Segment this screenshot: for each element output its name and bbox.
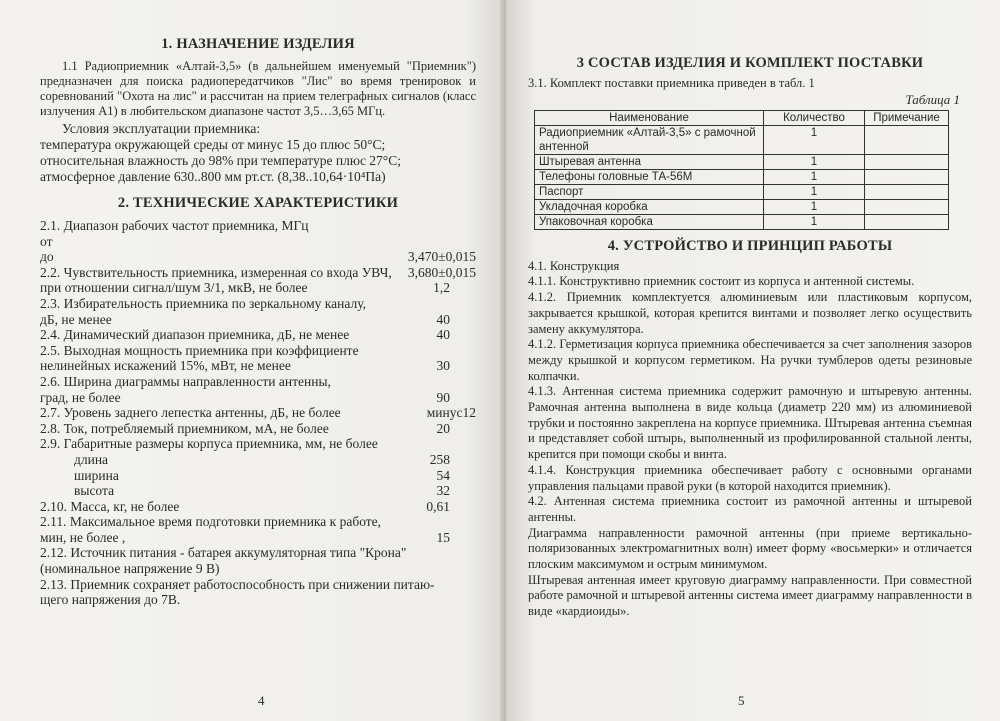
table-cell-quantity: 1 bbox=[764, 199, 865, 214]
spec-row bbox=[40, 280, 476, 296]
spec-row bbox=[40, 514, 476, 530]
spec-label: град, не более bbox=[40, 389, 121, 405]
table-cell-name: Укладочная коробка bbox=[535, 199, 764, 214]
column-header-note: Примечание bbox=[865, 110, 949, 125]
spec-row bbox=[40, 390, 476, 406]
table-cell-quantity: 1 bbox=[764, 184, 865, 199]
spec-row bbox=[40, 545, 476, 561]
spec-value: 40 bbox=[436, 327, 450, 343]
spec-label: нелинейных искажений 15%, мВт, не менее bbox=[40, 358, 291, 374]
condition-humidity: относительная влажность до 98% при температуре плюс 27°С; bbox=[40, 153, 401, 168]
spec-value: 90 bbox=[436, 389, 450, 405]
spec-row bbox=[40, 452, 476, 468]
section4-heading: 4. УСТРОЙСТВО И ПРИНЦИП РАБОТЫ bbox=[607, 237, 893, 254]
page-number-right: 5 bbox=[738, 693, 745, 708]
section1-paragraph: 1.1 Радиоприемник «Алтай-3,5» (в дальнейшем именуемый "Приемник") предназначен для поиска радиопередатчиков "Лис" во время тренировок и соревнований "Охота на лис" и рассчитан на прием телеграфных сигналов (класс излучения А1) в любительском диапазоне частот 3,5…3,65 МГц. bbox=[40, 59, 476, 118]
spec-value: 258 bbox=[429, 451, 450, 467]
spec-row bbox=[40, 592, 476, 608]
spec-label: 2.11. Максимальное время подготовки приемника к работе, bbox=[40, 514, 382, 530]
paragraph-4-1-4: 4.1.4. Конструкция приемника обеспечивает работу с основными органами управления пальцами правой руки (в которой находится приемник). bbox=[528, 462, 972, 493]
paragraph-4-1-2a: 4.1.2. Приемник комплектуется алюминиевым или пластиковым корпусом, закрывается крышкой, которая крепится винтами и позволяет легко осуществить замену аккумулятора. bbox=[528, 290, 972, 336]
spec-label: дБ, не менее bbox=[40, 311, 112, 327]
spec-label: 2.9. Габаритные размеры корпуса приемника, мм, не более bbox=[40, 436, 378, 452]
condition-temperature: температура окружающей среды от минус 15 до плюс 50°С; bbox=[40, 137, 386, 152]
spec-row bbox=[40, 327, 476, 343]
table-cell-note bbox=[865, 125, 949, 154]
spec-row bbox=[40, 436, 476, 452]
table-row bbox=[535, 169, 949, 184]
spec-value: минус12 bbox=[426, 405, 476, 421]
table-caption: Таблица 1 bbox=[905, 91, 960, 107]
spec-row bbox=[40, 561, 476, 577]
table-cell-note bbox=[865, 154, 949, 169]
spec-row bbox=[40, 343, 476, 359]
spec-label: 2.7. Уровень заднего лепестка антенны, дБ, не более bbox=[40, 405, 341, 421]
table-row bbox=[535, 214, 949, 229]
spec-label: длина bbox=[74, 451, 109, 467]
spec-label: 2.13. Приемник сохраняет работоспособность при снижении питаю- bbox=[40, 576, 435, 592]
page-number-left: 4 bbox=[258, 693, 265, 708]
paragraph-4-2: 4.2. Антенная система приемника состоит из рамочной антенны и штыревой антенны. bbox=[528, 494, 972, 524]
column-header-quantity: Количество bbox=[764, 110, 865, 125]
spec-row bbox=[40, 421, 476, 437]
spec-row bbox=[40, 374, 476, 390]
spec-row bbox=[40, 577, 476, 593]
section3-intro: 3.1. Комплект поставки приемника приведен в табл. 1 bbox=[528, 76, 815, 90]
spec-label: при отношении сигнал/шум 3/1, мкВ, не более bbox=[40, 280, 308, 296]
table-cell-note bbox=[865, 184, 949, 199]
table-row bbox=[535, 199, 949, 214]
table-cell-note bbox=[865, 214, 949, 229]
spec-label: щего напряжения до 7В. bbox=[40, 592, 181, 608]
spec-value: 40 bbox=[436, 311, 450, 327]
spec-value: 54 bbox=[436, 467, 450, 483]
spec-value: 15 bbox=[436, 529, 450, 545]
paragraph-4-1-3: 4.1.3. Антенная система приемника содержит рамочную и штыревую антенны. Рамочная антенна выполнена в виде кольца (диаметр 220 мм) из алюминиевой трубки и постоянно закреплена на корпусе приемника. Штыревая антенна съемная и представляет собой штырь, выполненный из профилированной стальной ленты, крепится при помощи скобы и винта. bbox=[528, 384, 972, 462]
spec-label: 2.5. Выходная мощность приемника при коэффициенте bbox=[40, 342, 359, 358]
spec-row bbox=[40, 218, 476, 234]
spec-row bbox=[40, 234, 476, 250]
spec-value: 20 bbox=[436, 420, 450, 436]
paragraph-4-1-1: 4.1.1. Конструктивно приемник состоит из корпуса и антенной системы. bbox=[528, 274, 915, 289]
spec-row bbox=[40, 312, 476, 328]
spec-row bbox=[40, 499, 476, 515]
spec-row bbox=[40, 249, 476, 265]
table-cell-note bbox=[865, 169, 949, 184]
table-cell-quantity: 1 bbox=[764, 125, 865, 154]
right-page bbox=[506, 0, 1000, 721]
spec-label: 2.3. Избирательность приемника по зеркальному каналу, bbox=[40, 295, 366, 311]
table-cell-name: Паспорт bbox=[535, 184, 764, 199]
table-row bbox=[535, 184, 949, 199]
spec-label: 2.8. Ток, потребляемый приемником, мА, не более bbox=[40, 420, 329, 436]
paragraph-4-2-pattern-whip: Штыревая антенная имеет круговую диаграмму направленности. При совместной работе рамочной и штыревой антенны система имеет диаграмму направленности в виде «кардиоиды». bbox=[528, 572, 972, 619]
spec-value: 32 bbox=[436, 483, 450, 499]
table-header-row bbox=[535, 110, 949, 125]
spec-value: 1,2 bbox=[433, 280, 450, 296]
spec-row bbox=[40, 405, 476, 421]
table-cell-note bbox=[865, 199, 949, 214]
spec-row bbox=[40, 296, 476, 312]
table-cell-name: Упаковочная коробка bbox=[535, 214, 764, 229]
table-cell-quantity: 1 bbox=[764, 214, 865, 229]
table-cell-name: Телефоны головные ТА-56М bbox=[535, 169, 764, 184]
spec-label: 2.2. Чувствительность приемника, измеренная со входа УВЧ, bbox=[40, 264, 392, 280]
section2-heading: 2. ТЕХНИЧЕСКИЕ ХАРАКТЕРИСТИКИ bbox=[117, 195, 399, 211]
spec-row bbox=[40, 530, 476, 546]
paragraph-4-1-2b: 4.1.2. Герметизация корпуса приемника обеспечивается за счет заполнения зазоров между крышкой и корпусом герметиком. На ручки тумблеров одеты резиновые колпачки. bbox=[528, 337, 972, 383]
spec-label: от bbox=[40, 233, 53, 249]
spec-value: 3,470±0,015 bbox=[407, 249, 476, 265]
spec-label: 2.1. Диапазон рабочих частот приемника, МГц bbox=[40, 218, 309, 233]
spec-label: 2.4. Динамический диапазон приемника, дБ, не менее bbox=[40, 327, 350, 343]
spec-label: 2.12. Источник питания - батарея аккумуляторная типа "Крона" bbox=[40, 545, 407, 561]
spec-label: (номинальное напряжение 9 В) bbox=[40, 561, 220, 577]
spec-value: 3,680±0,015 bbox=[407, 264, 476, 280]
spec-label: до bbox=[40, 249, 54, 265]
spec-label: мин, не более , bbox=[40, 529, 126, 545]
paragraph-4-1: 4.1. Конструкция bbox=[528, 258, 620, 273]
spec-label: 2.10. Масса, кг, не более bbox=[40, 498, 180, 514]
spec-row bbox=[40, 483, 476, 499]
table-row bbox=[535, 125, 949, 154]
condition-pressure: атмосферное давление 630..800 мм рт.ст. (8,38..10,64·10⁴Па) bbox=[40, 169, 386, 184]
section1-heading: 1. НАЗНАЧЕНИЕ ИЗДЕЛИЯ bbox=[161, 36, 355, 52]
section3-heading: 3 СОСТАВ ИЗДЕЛИЯ И КОМПЛЕКТ ПОСТАВКИ bbox=[576, 55, 924, 71]
spec-row bbox=[40, 468, 476, 484]
spec-row bbox=[40, 358, 476, 374]
table-cell-name: Радиоприемник «Алтай-3,5» с рамочной антенной bbox=[535, 125, 764, 154]
table-cell-name: Штыревая антенна bbox=[535, 154, 764, 169]
table-cell-quantity: 1 bbox=[764, 169, 865, 184]
spec-label: высота bbox=[74, 483, 115, 499]
paragraph-4-2-pattern-frame: Диаграмма направленности рамочной антенны (при приеме вертикально-поляризованных электромагнитных волн) имеет форму «восьмерки» и отличается плоским максимумом и острым минимумом. bbox=[528, 525, 972, 572]
kit-table bbox=[534, 110, 949, 230]
table-row bbox=[535, 154, 949, 169]
column-header-name: Наименование bbox=[535, 110, 764, 125]
spec-row bbox=[40, 265, 476, 281]
conditions-title: Условия эксплуатации приемника: bbox=[62, 121, 261, 136]
spec-label: ширина bbox=[74, 467, 119, 483]
spec-label: 2.6. Ширина диаграммы направленности антенны, bbox=[40, 373, 331, 389]
spec-value: 30 bbox=[436, 358, 450, 374]
spec-value: 0,61 bbox=[426, 498, 450, 514]
table-cell-quantity: 1 bbox=[764, 154, 865, 169]
